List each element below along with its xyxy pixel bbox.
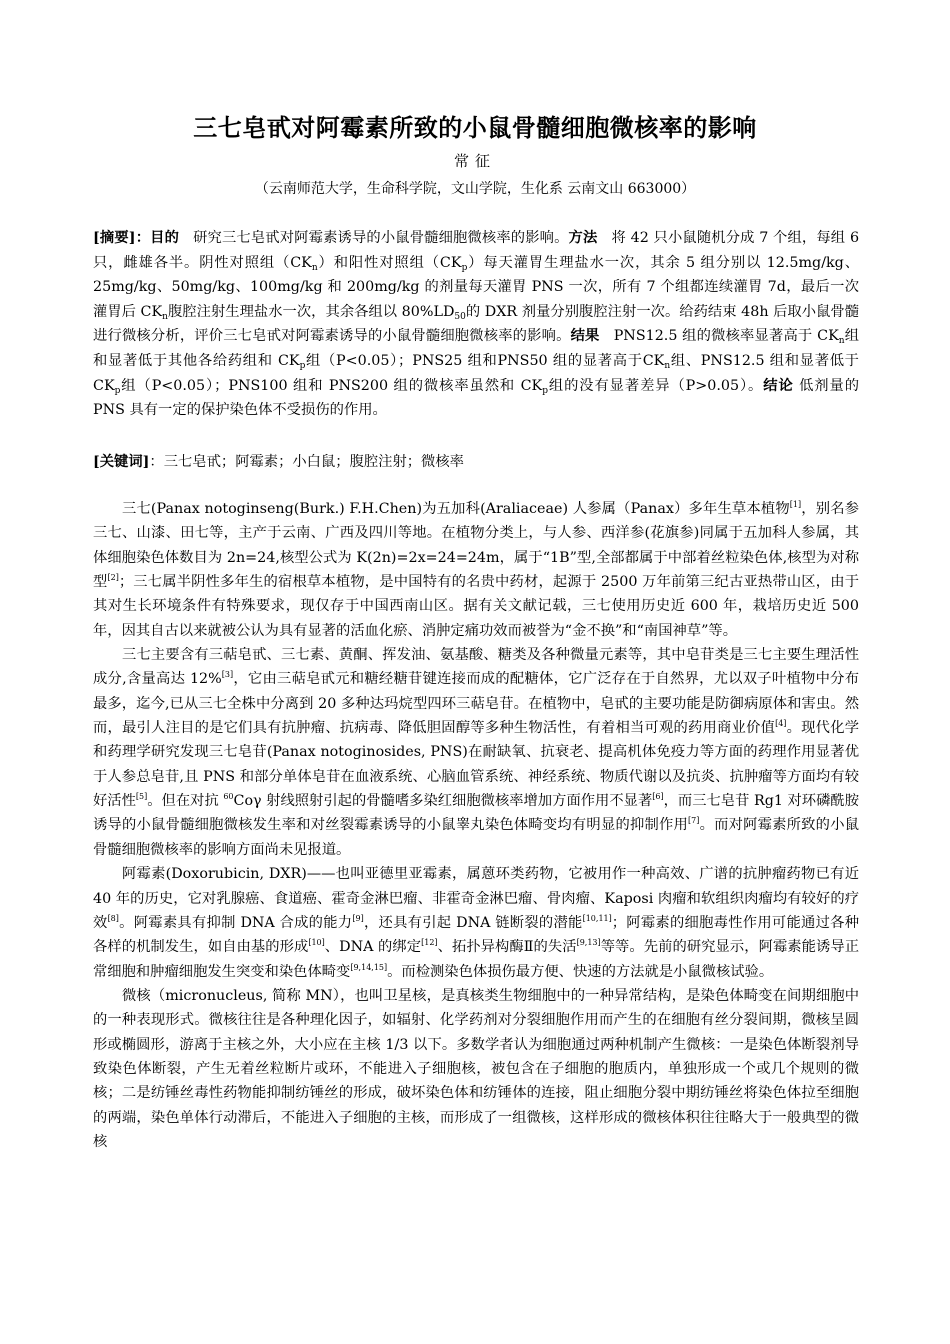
citation: [7]: [688, 816, 700, 826]
citation: [12]: [421, 938, 438, 948]
author-name: 常征: [453, 152, 496, 170]
author-affiliation: （云南师范大学，生命科学院，文山学院，生化系 云南文山 663000）: [254, 181, 696, 197]
citation: [10,11]: [582, 913, 612, 923]
abstract-label: [摘要]: [93, 230, 136, 246]
abstract-block: [摘要]：目的 研究三七皂甙对阿霉素诱导的小鼠骨髓细胞微核率的影响。方法 将 42 只小鼠随机分成 7 个组，每组 6 只，雌雄各半。阴性对照组$(CK_n)$和阳性对照组$(CK_p)$每天灌胃生理盐水一次，其余 5 组分别以 12.5mg/kg、25mg/kg、50mg/kg、100mg/kg 和 200mg/kg 的剂量每天灌胃 PNS 一次，所有 7 个组都连续灌胃 7d，最后一次灌胃后 $CK_n$腹腔注射生理盐水一次，其余各组以 $80\%LD_{50}$的 DXR 剂量分别腹腔注射一次。给药结束 48h 后取小鼠骨髓进行微核分析，评价三七皂甙对阿霉素诱导的小鼠骨髓细胞微核率的影响。结果 PNS12.5 组的微核率显著高于 $CK_n$组和显著低于其他各给药组和 $CK_p$组（P<0.05）；PNS25 组和PNS50 组的显著高于$CK_n$组、PNS12.5 组和显著低于$CK_p$组（P<0.05）；PNS100 组和 PNS200 组的微核率虽然和 $CK_p$组的没有显著差异（P>0.05）。结论 低剂量的 PNS 具有一定的保护染色体不受损伤的作用。: [93, 230, 860, 419]
citation: [10]: [308, 938, 325, 948]
citation: [9,14,15]: [350, 962, 388, 972]
conclusion-text: 低剂量的 PNS 具有一定的保护染色体不受损伤的作用。: [93, 377, 860, 419]
methods-label: 方法: [568, 230, 598, 246]
citation: [9,13]: [576, 938, 601, 948]
paper-title: 三七皂甙对阿霉素所致的小鼠骨髓细胞微核率的影响: [193, 113, 757, 142]
paragraph-2: 三七主要含有三萜皂甙、三七素、黄酮、挥发油、氨基酸、糖类及各种微量元素等，其中皂苷类是三七主要生理活性成分,含量高达 12%[3]，它由三萜皂甙元和糖经糖苷键连接而成的配糖体，它广泛存在于自然界，尤以双子叶植物中分布最多，迄今,已从三七全株中分离到 20 多种达玛烷型四环三萜皂苷。在植物中，皂甙的主要功能是防御病原体和害虫。然而，最引人注目的是它们具有抗肿瘤、抗病毒、降低胆固醇等多种生物活性，有着相当可观的药用商业价值[4]。现代化学和药理学研究发现三七皂苷(Panax notoginosides, PNS)在耐缺氧、抗衰老、提高机体免疫力等方面的药理作用显著优于人参总皂苷,且 PNS 和部分单体皂苷在血液系统、心脑血管系统、神经系统、物质代谢以及抗炎、抗肿瘤等方面均有较好活性[5]。但在对抗 $^{60}$Coγ 射线照射引起的骨髓嗜多染红细胞微核率增加方面作用不显著[6]，而三七皂苷 Rg1 对环磷酰胺诱导的小鼠骨髓细胞微核发生率和对丝裂霉素诱导的小鼠睾丸染色体畸变均有明显的抑制作用[7]。而对阿霉素所致的小鼠骨髓细胞微核率的影响方面尚未见报道。: [93, 647, 860, 858]
methods-text: 将 42 只小鼠随机分成 7 个组，每组 6 只，雌雄各半。阴性对照组（CK: [93, 230, 860, 271]
citation: [8]: [107, 913, 119, 923]
citation: [3]: [221, 670, 234, 680]
citation: [6]: [652, 792, 664, 802]
paragraph-1: 三七(Panax notoginseng(Burk.) F.H.Chen)为五加科(Araliaceae) 人参属（Panax）多年生草本植物[1]，别名参三七、山漆、田七等，主产于云南、广西及四川等地。在植物分类上，与人参、西洋参(花旗参)同属于五加科人参属，其体细胞染色体数目为 2n=24,核型公式为 K(2n)=2x=24=24m，属于“1B”型,全部都属于中部着丝粒染色体,核型为对称型[2]；三七属半阴性多年生的宿根草本植物，是中国特有的名贵中药材，起源于 2500 万年前第三纪古亚热带山区，由于其对生长环境条件有特殊要求，现仅存于中国西南山区。据有关文献记载，三七使用历史近 600 年，栽培历史近 500 年，因其自古以来就被公认为具有显著的活血化瘀、消肿定痛功效而被誉为“金不换”和“南国神草”等。: [93, 500, 860, 639]
citation: [1]: [789, 500, 802, 509]
paragraph-3: 阿霉素(Doxorubicin, DXR)——也叫亚德里亚霉素，属蒽环类药物，它被用作一种高效、广谱的抗肿瘤药物已有近 40 年的历史，它对乳腺癌、食道癌、霍奇金淋巴瘤、非霍奇金淋巴瘤、骨肉瘤、Kaposi 肉瘤和软组织肉瘤均有较好的疗效[8]。阿霉素具有抑制 DNA 合成的能力[9]，还具有引起 DNA 链断裂的潜能[10,11]；阿霉素的细胞毒性作用可能通过各种各样的机制发生，如自由基的形成[10]、DNA 的绑定[12]、拓扑异构酶Ⅱ的失活[9,13]等等。先前的研究显示，阿霉素能诱导正常细胞和肿瘤细胞发生突变和染色体畸变[9,14,15]。而检测染色体损伤最方便、快速的方法就是小鼠微核试验。: [93, 866, 860, 980]
citation: [9]: [352, 913, 364, 923]
keywords-text: ：三七皂甙；阿霉素；小白鼠；腹腔注射；微核率: [149, 454, 464, 470]
citation: [2]: [107, 573, 119, 583]
keywords-label: [关键词]: [93, 454, 150, 470]
results-text: PNS12.5 组的微核率显著高于 CK: [613, 328, 839, 345]
citation: [5]: [135, 792, 148, 802]
objective-text: 研究三七皂甙对阿霉素诱导的小鼠骨髓细胞微核率的影响。: [193, 230, 569, 246]
citation: [4]: [775, 719, 787, 729]
objective-label: 目的: [150, 230, 180, 246]
keywords-block: [93, 450, 859, 474]
conclusion-label: 结论: [763, 377, 794, 394]
body-text: [93, 497, 859, 1154]
results-label: 结果: [570, 328, 600, 345]
paragraph-4: 微核（micronucleus, 简称 MN），也叫卫星核，是真核类生物细胞中的一种异常结构，是染色体畸变在间期细胞中的一种表现形式。微核往往是各种理化因子，如辐射、化学药剂对分裂细胞作用而产生的在细胞有丝分裂间期，微核呈圆形或椭圆形，游离于主核之外，大小应在主核 1/3 以下。多数学者认为细胞通过两种机制产生微核：一是染色体断裂剂导致染色体断裂，产生无着丝粒断片或环，不能进入子细胞核，被包含在子细胞的胞质内，单独形成一个或几个规则的微核；二是纺锤丝毒性药物能抑制纺锤丝的形成，破坏染色体和纺锤体的连接，阻止细胞分裂中期纺锤丝将染色体拉至细胞的两端，染色单体行动滞后，不能进入子细胞的主核，而形成了一组微核，这样形成的微核体积往往略大于一般典型的微核: [93, 987, 859, 1150]
